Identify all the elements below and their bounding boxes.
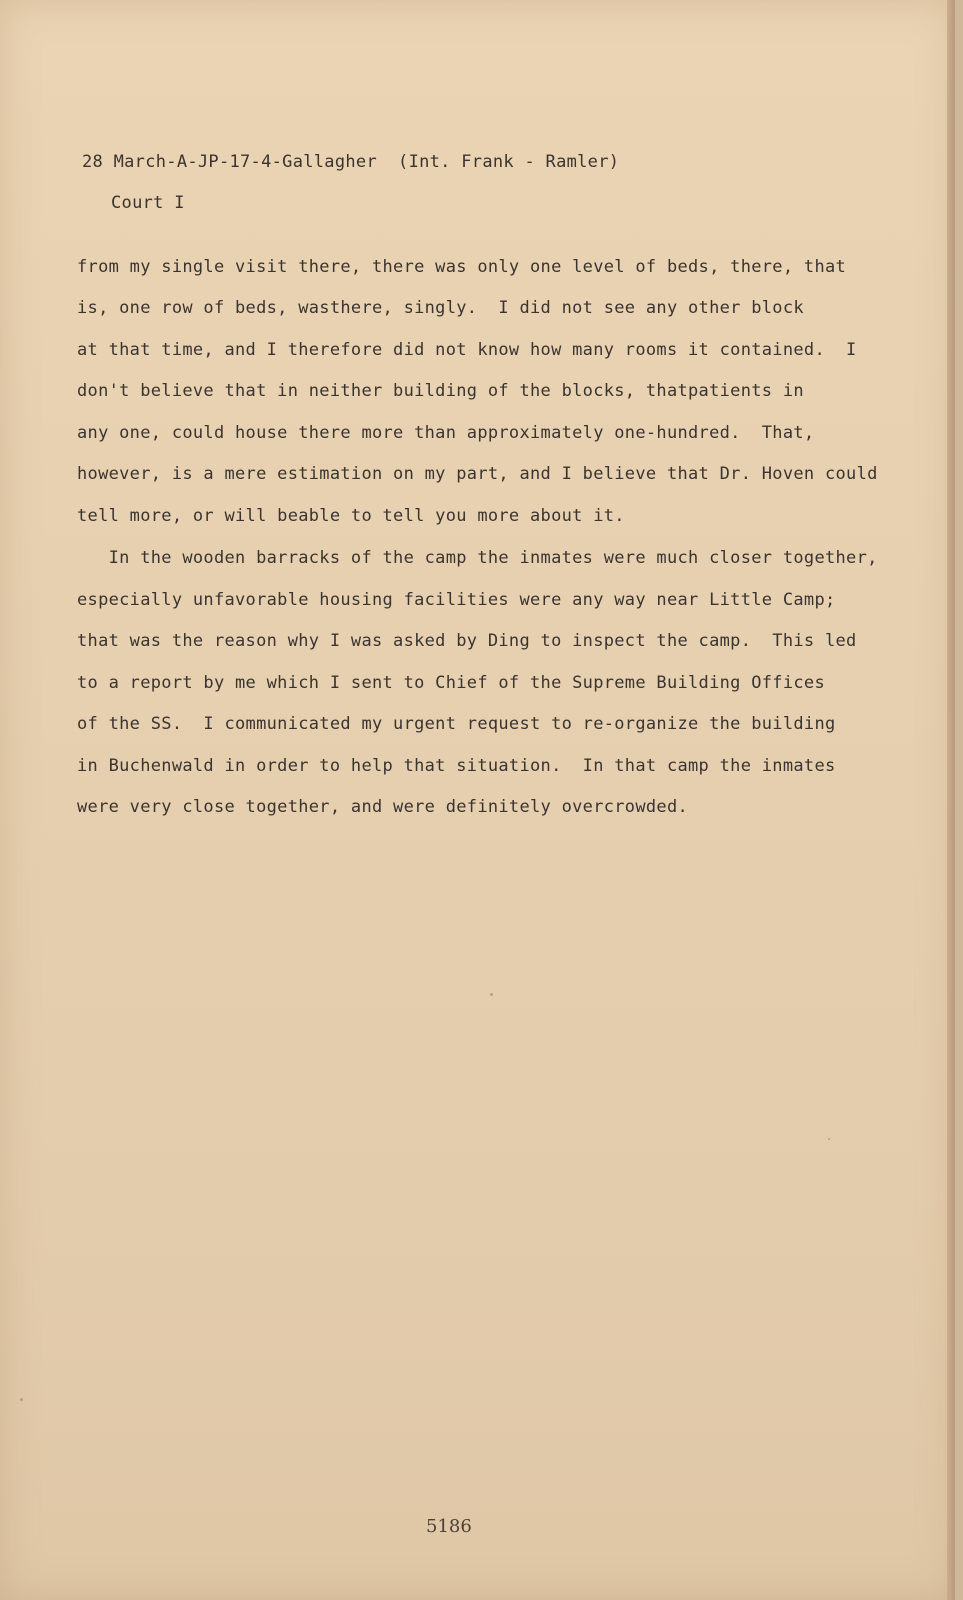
- paper-speck: [20, 1398, 23, 1401]
- paragraph1-line-7: tell more, or will beable to tell you more about it.: [77, 506, 625, 526]
- paragraph2-line-1: In the wooden barracks of the camp the inmates were much closer together,: [77, 548, 878, 568]
- paper-speck: [490, 993, 493, 996]
- paper-speck: [828, 1138, 830, 1140]
- paragraph1-line-3: at that time, and I therefore did not know how many rooms it contained. I: [77, 340, 857, 360]
- page-number: 5186: [426, 1516, 472, 1537]
- paragraph1-line-6: however, is a mere estimation on my part, and I believe that Dr. Hoven could: [77, 464, 878, 484]
- paragraph1-line-4: don't believe that in neither building of the blocks, thatpatients in: [77, 381, 804, 401]
- paragraph1-line-1: from my single visit there, there was only one level of beds, there, that: [77, 257, 847, 277]
- paragraph2-line-6: in Buchenwald in order to help that situation. In that camp the inmates: [77, 756, 836, 776]
- page-edge: [947, 0, 955, 1600]
- court-label: Court I: [111, 193, 185, 213]
- paragraph2-line-4: to a report by me which I sent to Chief of the Supreme Building Offices: [77, 673, 825, 693]
- paragraph2-line-5: of the SS. I communicated my urgent request to re-organize the building: [77, 714, 836, 734]
- paragraph2-line-7: were very close together, and were definitely overcrowded.: [77, 797, 689, 817]
- paragraph1-line-2: is, one row of beds, wasthere, singly. I did not see any other block: [77, 298, 804, 318]
- paragraph2-line-3: that was the reason why I was asked by Ding to inspect the camp. This led: [77, 631, 857, 651]
- document-header: 28 March-A-JP-17-4-Gallagher (Int. Frank - Ramler): [82, 152, 620, 172]
- paragraph1-line-5: any one, could house there more than approximately one-hundred. That,: [77, 423, 815, 443]
- paragraph2-line-2: especially unfavorable housing facilities were any way near Little Camp;: [77, 590, 836, 610]
